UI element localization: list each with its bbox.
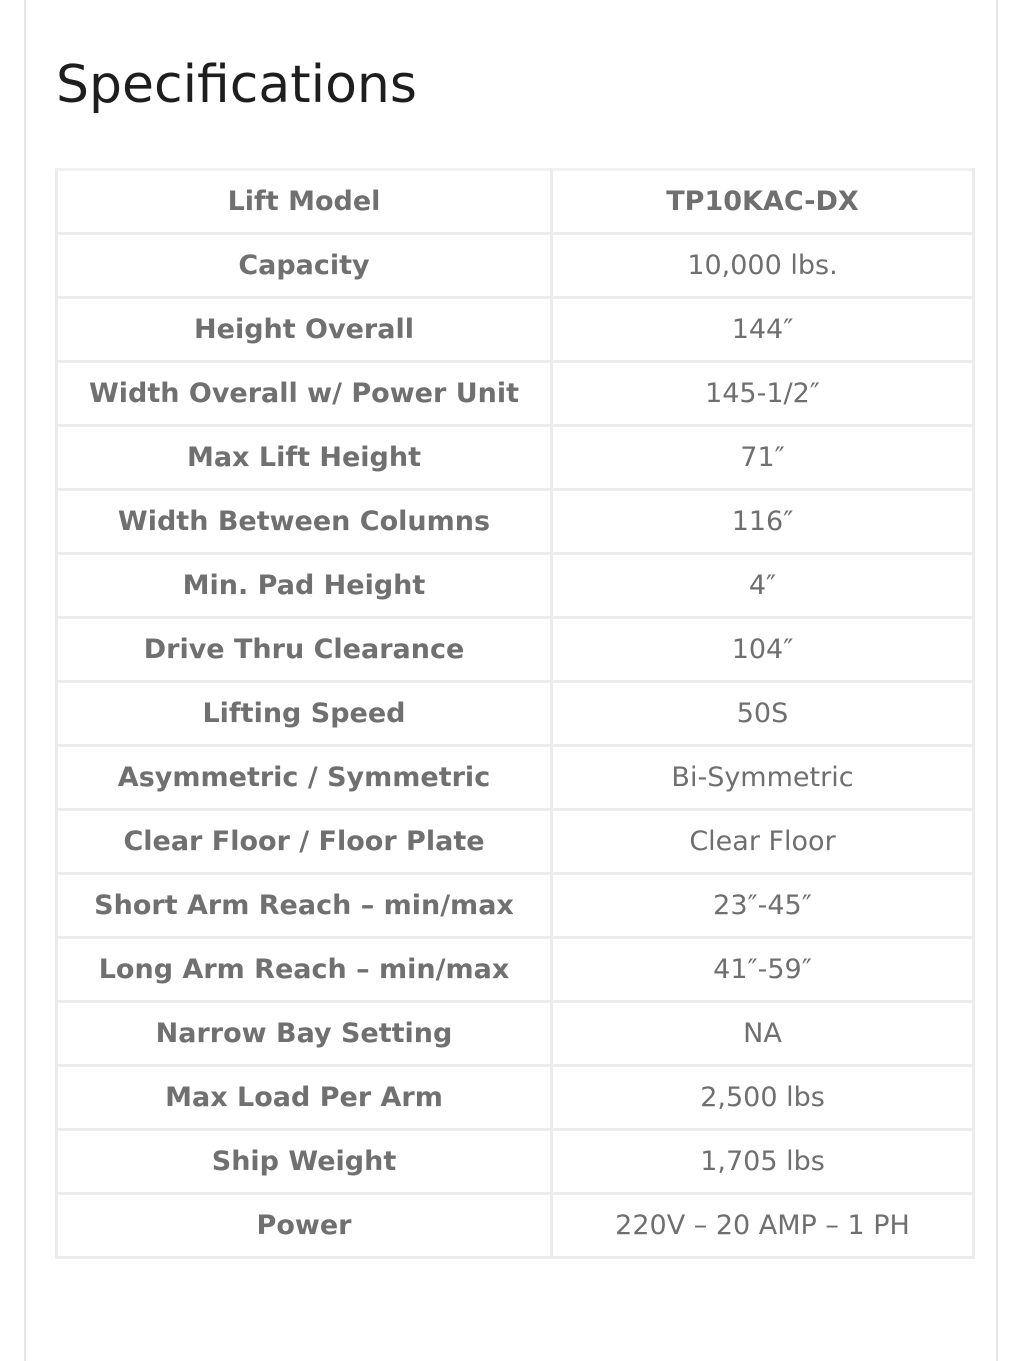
table-row [57, 554, 974, 618]
spec-label: Width Overall w/ Power Unit [57, 362, 552, 426]
page-title: Specifications [56, 55, 417, 115]
spec-label: Power [57, 1194, 552, 1258]
spec-label: Short Arm Reach – min/max [57, 874, 552, 938]
spec-label: Capacity [57, 234, 552, 298]
spec-label: Narrow Bay Setting [57, 1002, 552, 1066]
table-row [57, 298, 974, 362]
spec-label: Ship Weight [57, 1130, 552, 1194]
spec-label: Drive Thru Clearance [57, 618, 552, 682]
spec-value: 50S [552, 682, 974, 746]
spec-label: Long Arm Reach – min/max [57, 938, 552, 1002]
spec-label: Lift Model [57, 170, 552, 234]
spec-value: 71″ [552, 426, 974, 490]
table-row [57, 938, 974, 1002]
spec-value: 2,500 lbs [552, 1066, 974, 1130]
table-row [57, 682, 974, 746]
spec-value: 41″-59″ [552, 938, 974, 1002]
table-row [57, 874, 974, 938]
spec-label: Width Between Columns [57, 490, 552, 554]
table-row [57, 1194, 974, 1258]
spec-label: Min. Pad Height [57, 554, 552, 618]
table-row [57, 1066, 974, 1130]
spec-label: Lifting Speed [57, 682, 552, 746]
specifications-table [55, 168, 975, 1259]
spec-value: 10,000 lbs. [552, 234, 974, 298]
table-row [57, 426, 974, 490]
spec-value: 4″ [552, 554, 974, 618]
spec-label: Max Lift Height [57, 426, 552, 490]
table-row [57, 490, 974, 554]
spec-value: 116″ [552, 490, 974, 554]
spec-value: 220V – 20 AMP – 1 PH [552, 1194, 974, 1258]
spec-value: 23″-45″ [552, 874, 974, 938]
table-row [57, 618, 974, 682]
table-row [57, 810, 974, 874]
spec-label: Asymmetric / Symmetric [57, 746, 552, 810]
table-row [57, 234, 974, 298]
spec-value: TP10KAC-DX [552, 170, 974, 234]
spec-label: Max Load Per Arm [57, 1066, 552, 1130]
spec-value: 144″ [552, 298, 974, 362]
spec-label: Height Overall [57, 298, 552, 362]
table-row [57, 170, 974, 234]
spec-value: 104″ [552, 618, 974, 682]
spec-value: Bi-Symmetric [552, 746, 974, 810]
spec-value: Clear Floor [552, 810, 974, 874]
table-row [57, 1130, 974, 1194]
spec-label: Clear Floor / Floor Plate [57, 810, 552, 874]
spec-value: NA [552, 1002, 974, 1066]
table-row [57, 362, 974, 426]
spec-value: 1,705 lbs [552, 1130, 974, 1194]
specifications-card [24, 0, 998, 1361]
table-row [57, 1002, 974, 1066]
table-row [57, 746, 974, 810]
spec-value: 145-1/2″ [552, 362, 974, 426]
